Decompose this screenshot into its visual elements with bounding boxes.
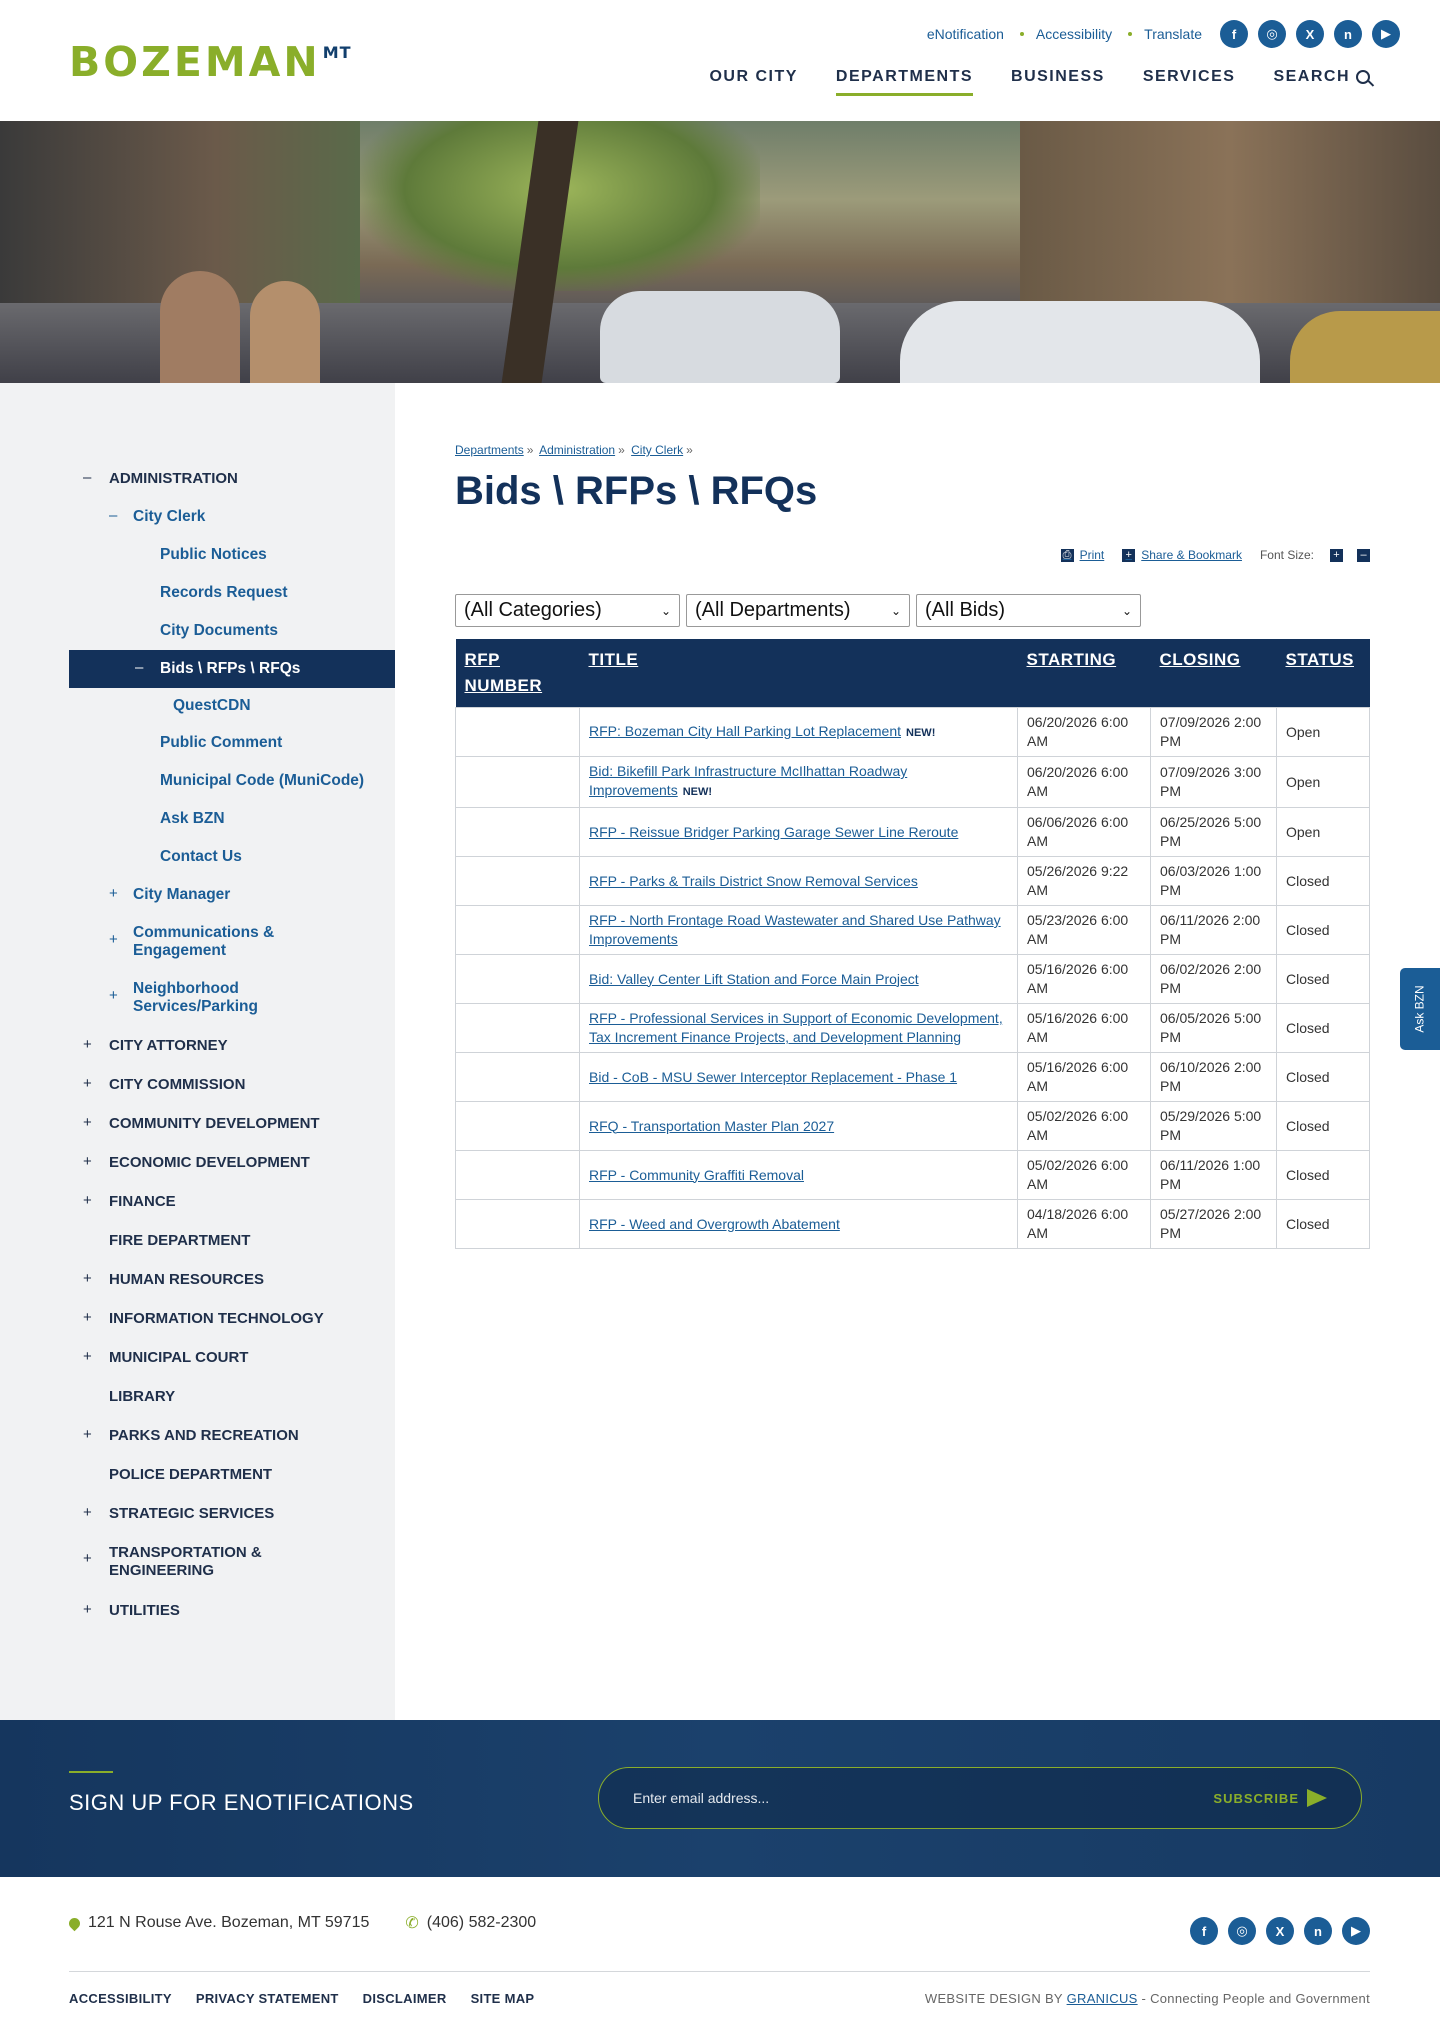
table-row — [456, 757, 1370, 808]
print-link[interactable]: ⎙ Print — [1061, 548, 1105, 562]
bid-title-link[interactable]: RFP - North Frontage Road Wastewater and Shared Use Pathway Improvements — [589, 912, 1001, 947]
title-cell — [580, 955, 1018, 1004]
title-cell — [580, 1004, 1018, 1053]
starting-cell: 06/20/2026 6:00 AM — [1018, 757, 1151, 808]
phone-icon: ✆ — [405, 1915, 419, 1932]
title-cell — [580, 906, 1018, 955]
x-icon[interactable]: X — [1296, 20, 1324, 48]
sidebar-item-city-documents[interactable]: City Documents — [160, 622, 278, 639]
sidebar-item-public-comment[interactable]: Public Comment — [160, 734, 283, 751]
rfp-number-cell — [456, 1053, 580, 1102]
expand-icon[interactable]: + — [83, 1270, 92, 1287]
hero-image — [0, 121, 1440, 383]
status-cell: Closed — [1277, 1053, 1370, 1102]
sidebar-item-department[interactable] — [69, 1143, 395, 1182]
x-icon[interactable]: X — [1266, 1917, 1294, 1945]
rfp-number-cell — [456, 808, 580, 857]
sidebar-item-label: COMMUNITY DEVELOPMENT — [109, 1115, 320, 1132]
nav-services[interactable]: SERVICES — [1142, 68, 1236, 85]
separator-dot — [1020, 32, 1024, 36]
content-area — [395, 383, 1440, 1720]
sidebar-item-department[interactable] — [69, 1182, 395, 1221]
nav-departments[interactable]: DEPARTMENTS — [836, 68, 973, 96]
font-increase-icon[interactable]: + — [1330, 549, 1343, 562]
closing-cell: 06/11/2026 2:00 PM — [1151, 906, 1277, 955]
utility-bar — [927, 20, 1400, 48]
table-row — [456, 906, 1370, 955]
header-rfp-number[interactable]: RFP NUMBER — [456, 639, 580, 708]
bid-title-link[interactable]: RFP - Parks & Trails District Snow Removal Services — [589, 872, 918, 889]
util-link-enotification[interactable]: eNotification — [926, 26, 1004, 42]
sidebar-nav — [0, 383, 395, 1720]
expand-icon[interactable]: + — [83, 1114, 92, 1131]
footer-contact — [69, 1913, 536, 1933]
bid-title-link[interactable]: RFP - Community Graffiti Removal — [589, 1166, 804, 1183]
footer-social-links — [1190, 1917, 1370, 1945]
breadcrumb-administration[interactable]: Administration — [539, 443, 616, 457]
instagram-icon[interactable]: ◎ — [1228, 1917, 1256, 1945]
page-tools — [455, 548, 1370, 562]
sidebar-item-department[interactable] — [69, 1455, 395, 1494]
footer-links — [69, 1991, 534, 2006]
closing-cell: 05/27/2026 2:00 PM — [1151, 1200, 1277, 1249]
expand-icon[interactable]: + — [83, 1504, 92, 1521]
table-row — [456, 808, 1370, 857]
header-social-links — [1220, 20, 1400, 48]
starting-cell: 06/20/2026 6:00 AM — [1018, 708, 1151, 757]
sidebar-item-department[interactable] — [69, 1065, 395, 1104]
starting-cell: 06/06/2026 6:00 AM — [1018, 808, 1151, 857]
title-cell — [580, 757, 1018, 808]
rfp-number-cell — [456, 906, 580, 955]
email-signup-form — [598, 1767, 1362, 1829]
table-row — [456, 1004, 1370, 1053]
table-row — [456, 1151, 1370, 1200]
header-closing[interactable]: CLOSING — [1151, 639, 1277, 708]
youtube-icon[interactable]: ▶ — [1342, 1917, 1370, 1945]
sidebar-item-department[interactable] — [69, 1104, 395, 1143]
starting-cell: 05/26/2026 9:22 AM — [1018, 857, 1151, 906]
header-title[interactable]: TITLE — [580, 639, 1018, 708]
youtube-icon[interactable]: ▶ — [1372, 20, 1400, 48]
sidebar-item-records-request[interactable]: Records Request — [160, 584, 288, 601]
sidebar-item-questcdn[interactable]: QuestCDN — [173, 697, 251, 714]
closing-cell: 06/03/2026 1:00 PM — [1151, 857, 1277, 906]
sidebar-item-label: CITY ATTORNEY — [109, 1037, 228, 1054]
sidebar-item-department[interactable] — [69, 1591, 395, 1630]
footer-address: 121 N Rouse Ave. Bozeman, MT 59715 — [69, 1913, 369, 1933]
title-cell — [580, 1200, 1018, 1249]
table-row — [456, 1053, 1370, 1102]
bid-title-link[interactable]: RFP: Bozeman City Hall Parking Lot Replacement — [589, 722, 902, 739]
expand-icon[interactable]: + — [83, 1309, 92, 1326]
expand-icon[interactable]: + — [109, 931, 118, 948]
sidebar-item-department[interactable] — [69, 1494, 395, 1533]
bid-title-link[interactable]: Bid: Bikefill Park Infrastructure McIlhattan Roadway Improvements — [589, 763, 908, 798]
facebook-icon[interactable]: f — [1220, 20, 1248, 48]
separator-dot — [1128, 32, 1132, 36]
table-row — [456, 1102, 1370, 1151]
sidebar-item-city-clerk[interactable]: – City Clerk — [109, 507, 206, 525]
subscribe-button[interactable]: SUBSCRIBE — [1213, 1789, 1327, 1807]
rfp-number-cell — [456, 1102, 580, 1151]
sidebar-item-label: ECONOMIC DEVELOPMENT — [109, 1154, 310, 1171]
sidebar-item-label: MUNICIPAL COURT — [109, 1349, 249, 1366]
email-input[interactable]: Enter email address... — [633, 1790, 770, 1806]
sidebar-item-department[interactable] — [69, 1221, 395, 1260]
rfp-number-cell — [456, 955, 580, 1004]
rfp-number-cell — [456, 857, 580, 906]
closing-cell: 06/11/2026 1:00 PM — [1151, 1151, 1277, 1200]
starting-cell: 04/18/2026 6:00 AM — [1018, 1200, 1151, 1249]
sidebar-item-department[interactable] — [69, 1338, 395, 1377]
sidebar-item-department[interactable] — [69, 1299, 395, 1338]
sidebar-item-label: STRATEGIC SERVICES — [109, 1505, 275, 1522]
sidebar-department-list — [69, 1026, 395, 1630]
expand-icon[interactable]: + — [83, 1426, 92, 1443]
table-row — [456, 955, 1370, 1004]
table-row — [456, 1200, 1370, 1249]
table-row — [456, 857, 1370, 906]
starting-cell: 05/16/2026 6:00 AM — [1018, 955, 1151, 1004]
site-header — [0, 0, 1440, 121]
footer-phone[interactable]: ✆ (406) 582-2300 — [405, 1914, 537, 1932]
enotification-signup — [0, 1720, 1440, 1877]
status-cell: Open — [1277, 708, 1370, 757]
sidebar-item-label: TRANSPORTATION & ENGINEERING — [109, 1544, 262, 1579]
sidebar-item-label: LIBRARY — [109, 1388, 176, 1405]
status-cell: Closed — [1277, 1004, 1370, 1053]
sidebar-item-contact-us[interactable]: Contact Us — [160, 848, 242, 865]
title-cell — [580, 1053, 1018, 1102]
page-title: Bids \ RFPs \ RFQs — [455, 469, 818, 513]
nav-search[interactable] — [1273, 68, 1370, 96]
expand-icon[interactable]: + — [83, 1550, 92, 1567]
sidebar-item-department[interactable] — [69, 1377, 395, 1416]
title-cell — [580, 708, 1018, 757]
collapse-icon[interactable]: – — [83, 469, 92, 486]
status-cell: Closed — [1277, 1200, 1370, 1249]
breadcrumb-departments[interactable]: Departments — [455, 443, 524, 457]
chevron-down-icon: ⌄ — [1121, 603, 1132, 618]
rfp-number-cell — [456, 1151, 580, 1200]
filter-bar — [455, 594, 1370, 627]
starting-cell: 05/16/2026 6:00 AM — [1018, 1004, 1151, 1053]
instagram-icon[interactable]: ◎ — [1258, 20, 1286, 48]
table-row — [456, 708, 1370, 757]
title-cell — [580, 857, 1018, 906]
sidebar-item-department[interactable] — [69, 1026, 395, 1065]
footer-link-disclaimer[interactable]: DISCLAIMER — [362, 1991, 447, 2006]
footer-link-sitemap[interactable]: SITE MAP — [470, 1991, 535, 2006]
sidebar-item-label: POLICE DEPARTMENT — [109, 1466, 273, 1483]
sidebar-item-label: PARKS AND RECREATION — [109, 1427, 299, 1444]
starting-cell: 05/02/2026 6:00 AM — [1018, 1151, 1151, 1200]
sidebar-item-label: FIRE DEPARTMENT — [109, 1232, 251, 1249]
new-badge: NEW! — [682, 786, 713, 798]
ask-bzn-tab[interactable]: Ask BZN — [1400, 968, 1440, 1050]
chevron-down-icon: ⌄ — [890, 603, 901, 618]
send-arrow-icon — [1307, 1789, 1327, 1807]
department-select[interactable]: (All Departments) ⌄ — [686, 594, 910, 627]
status-cell: Open — [1277, 808, 1370, 857]
status-cell: Closed — [1277, 955, 1370, 1004]
granicus-link[interactable]: GRANICUS — [1066, 1991, 1138, 2006]
closing-cell: 05/29/2026 5:00 PM — [1151, 1102, 1277, 1151]
sidebar-item-label: FINANCE — [109, 1193, 176, 1210]
chevron-down-icon: ⌄ — [660, 603, 671, 618]
bid-title-link[interactable]: RFQ - Transportation Master Plan 2027 — [589, 1117, 835, 1134]
title-cell — [580, 1151, 1018, 1200]
sidebar-item-ask-bzn[interactable]: Ask BZN — [160, 810, 225, 827]
bids-table — [455, 639, 1370, 1249]
expand-icon[interactable]: + — [109, 987, 118, 1004]
expand-icon[interactable]: + — [83, 1075, 92, 1092]
expand-icon[interactable]: + — [83, 1153, 92, 1170]
map-pin-icon — [67, 1915, 83, 1931]
nav-our-city[interactable]: OUR CITY — [709, 68, 798, 85]
expand-icon[interactable]: + — [83, 1036, 92, 1053]
city-logo[interactable]: BOZEMAN $^{MT}$ — [69, 38, 352, 86]
main-nav — [709, 68, 1370, 96]
footer-credit: WEBSITE DESIGN BY GRANICUS - Connecting People and Government — [924, 1991, 1370, 2006]
category-select[interactable]: (All Categories) ⌄ — [455, 594, 680, 627]
breadcrumb: Departments » Administration » City Clerk » — [455, 443, 693, 457]
search-icon — [1356, 70, 1370, 84]
status-cell: Open — [1277, 757, 1370, 808]
sidebar-item-department[interactable] — [69, 1260, 395, 1299]
signup-heading: SIGN UP FOR ENOTIFICATIONS — [69, 1790, 414, 1815]
status-cell: Closed — [1277, 1151, 1370, 1200]
starting-cell: 05/02/2026 6:00 AM — [1018, 1102, 1151, 1151]
sidebar-item-municipal-code[interactable]: Municipal Code (MuniCode) — [160, 772, 365, 789]
title-cell — [580, 1102, 1018, 1151]
bid-title-link[interactable]: RFP - Weed and Overgrowth Abatement — [589, 1215, 840, 1232]
closing-cell: 06/25/2026 5:00 PM — [1151, 808, 1277, 857]
share-link[interactable]: + Share & Bookmark — [1122, 548, 1242, 562]
share-icon: + — [1122, 549, 1135, 562]
sidebar-item-label: HUMAN RESOURCES — [109, 1271, 265, 1288]
sidebar-item-neighborhood-services[interactable]: + Neighborhood Services/Parking — [109, 980, 258, 1015]
sidebar-item-bids-rfps[interactable]: – Bids \ RFPs \ RFQs — [69, 650, 395, 688]
bid-title-link[interactable]: Bid: Valley Center Lift Station and Force Main Project — [589, 970, 919, 987]
rfp-number-cell — [456, 1200, 580, 1249]
expand-icon[interactable]: + — [109, 885, 118, 902]
font-size-label: Font Size: + – — [1260, 548, 1370, 562]
sidebar-item-city-manager[interactable]: + City Manager — [109, 885, 231, 903]
status-cell: Closed — [1277, 1102, 1370, 1151]
closing-cell: 06/05/2026 5:00 PM — [1151, 1004, 1277, 1053]
nextdoor-icon[interactable]: n — [1304, 1917, 1332, 1945]
bid-status-select[interactable]: (All Bids) ⌄ — [916, 594, 1141, 627]
sidebar-item-department[interactable] — [69, 1416, 395, 1455]
main-area — [0, 383, 1440, 1720]
closing-cell: 06/10/2026 2:00 PM — [1151, 1053, 1277, 1102]
rfp-number-cell — [456, 757, 580, 808]
bid-title-link[interactable]: RFP - Reissue Bridger Parking Garage Sewer Line Reroute — [589, 823, 959, 840]
bid-title-link[interactable]: Bid - CoB - MSU Sewer Interceptor Replacement - Phase 1 — [589, 1068, 958, 1085]
closing-cell: 06/02/2026 2:00 PM — [1151, 955, 1277, 1004]
facebook-icon[interactable]: f — [1190, 1917, 1218, 1945]
header-status[interactable]: STATUS — [1277, 639, 1370, 708]
rfp-number-cell — [456, 708, 580, 757]
sidebar-item-administration[interactable]: – ADMINISTRATION — [83, 469, 238, 487]
title-cell — [580, 808, 1018, 857]
nav-search-label: SEARCH — [1273, 68, 1350, 85]
breadcrumb-city-clerk[interactable]: City Clerk — [631, 443, 684, 457]
expand-icon[interactable]: + — [83, 1601, 92, 1618]
util-link-accessibility[interactable]: Accessibility — [1035, 26, 1113, 42]
rfp-number-cell — [456, 1004, 580, 1053]
new-badge: NEW! — [906, 726, 936, 739]
sidebar-item-public-notices[interactable]: Public Notices — [160, 546, 267, 563]
nav-business[interactable]: BUSINESS — [1011, 68, 1105, 85]
closing-cell: 07/09/2026 3:00 PM — [1151, 757, 1277, 808]
nextdoor-icon[interactable]: n — [1334, 20, 1362, 48]
starting-cell: 05/23/2026 6:00 AM — [1018, 906, 1151, 955]
closing-cell: 07/09/2026 2:00 PM — [1151, 708, 1277, 757]
sidebar-item-label: CITY COMMISSION — [109, 1076, 246, 1093]
expand-icon[interactable]: + — [83, 1192, 92, 1209]
header-starting[interactable]: STARTING — [1018, 639, 1151, 708]
sidebar-item-label: INFORMATION TECHNOLOGY — [109, 1310, 324, 1327]
sidebar-item-department[interactable] — [69, 1533, 395, 1591]
expand-icon[interactable]: + — [83, 1348, 92, 1365]
print-icon: ⎙ — [1061, 549, 1074, 562]
bid-title-link[interactable]: RFP - Professional Services in Support of Economic Development, Tax Increment Finance Projects, and Development Planning — [589, 1010, 1003, 1045]
sidebar-item-label: UTILITIES — [109, 1602, 180, 1619]
site-footer — [0, 1877, 1440, 2017]
collapse-icon[interactable]: – — [109, 507, 118, 524]
sidebar-item-communications[interactable]: + Communications & Engagement — [109, 924, 275, 959]
status-cell: Closed — [1277, 906, 1370, 955]
footer-link-accessibility[interactable]: ACCESSIBILITY — [69, 1991, 172, 2006]
collapse-icon[interactable]: – — [135, 659, 144, 676]
status-cell: Closed — [1277, 857, 1370, 906]
font-decrease-icon[interactable]: – — [1357, 549, 1370, 562]
starting-cell: 05/16/2026 6:00 AM — [1018, 1053, 1151, 1102]
table-header-row — [456, 639, 1370, 708]
footer-link-privacy[interactable]: PRIVACY STATEMENT — [195, 1991, 339, 2006]
util-link-translate[interactable]: Translate — [1144, 26, 1202, 42]
